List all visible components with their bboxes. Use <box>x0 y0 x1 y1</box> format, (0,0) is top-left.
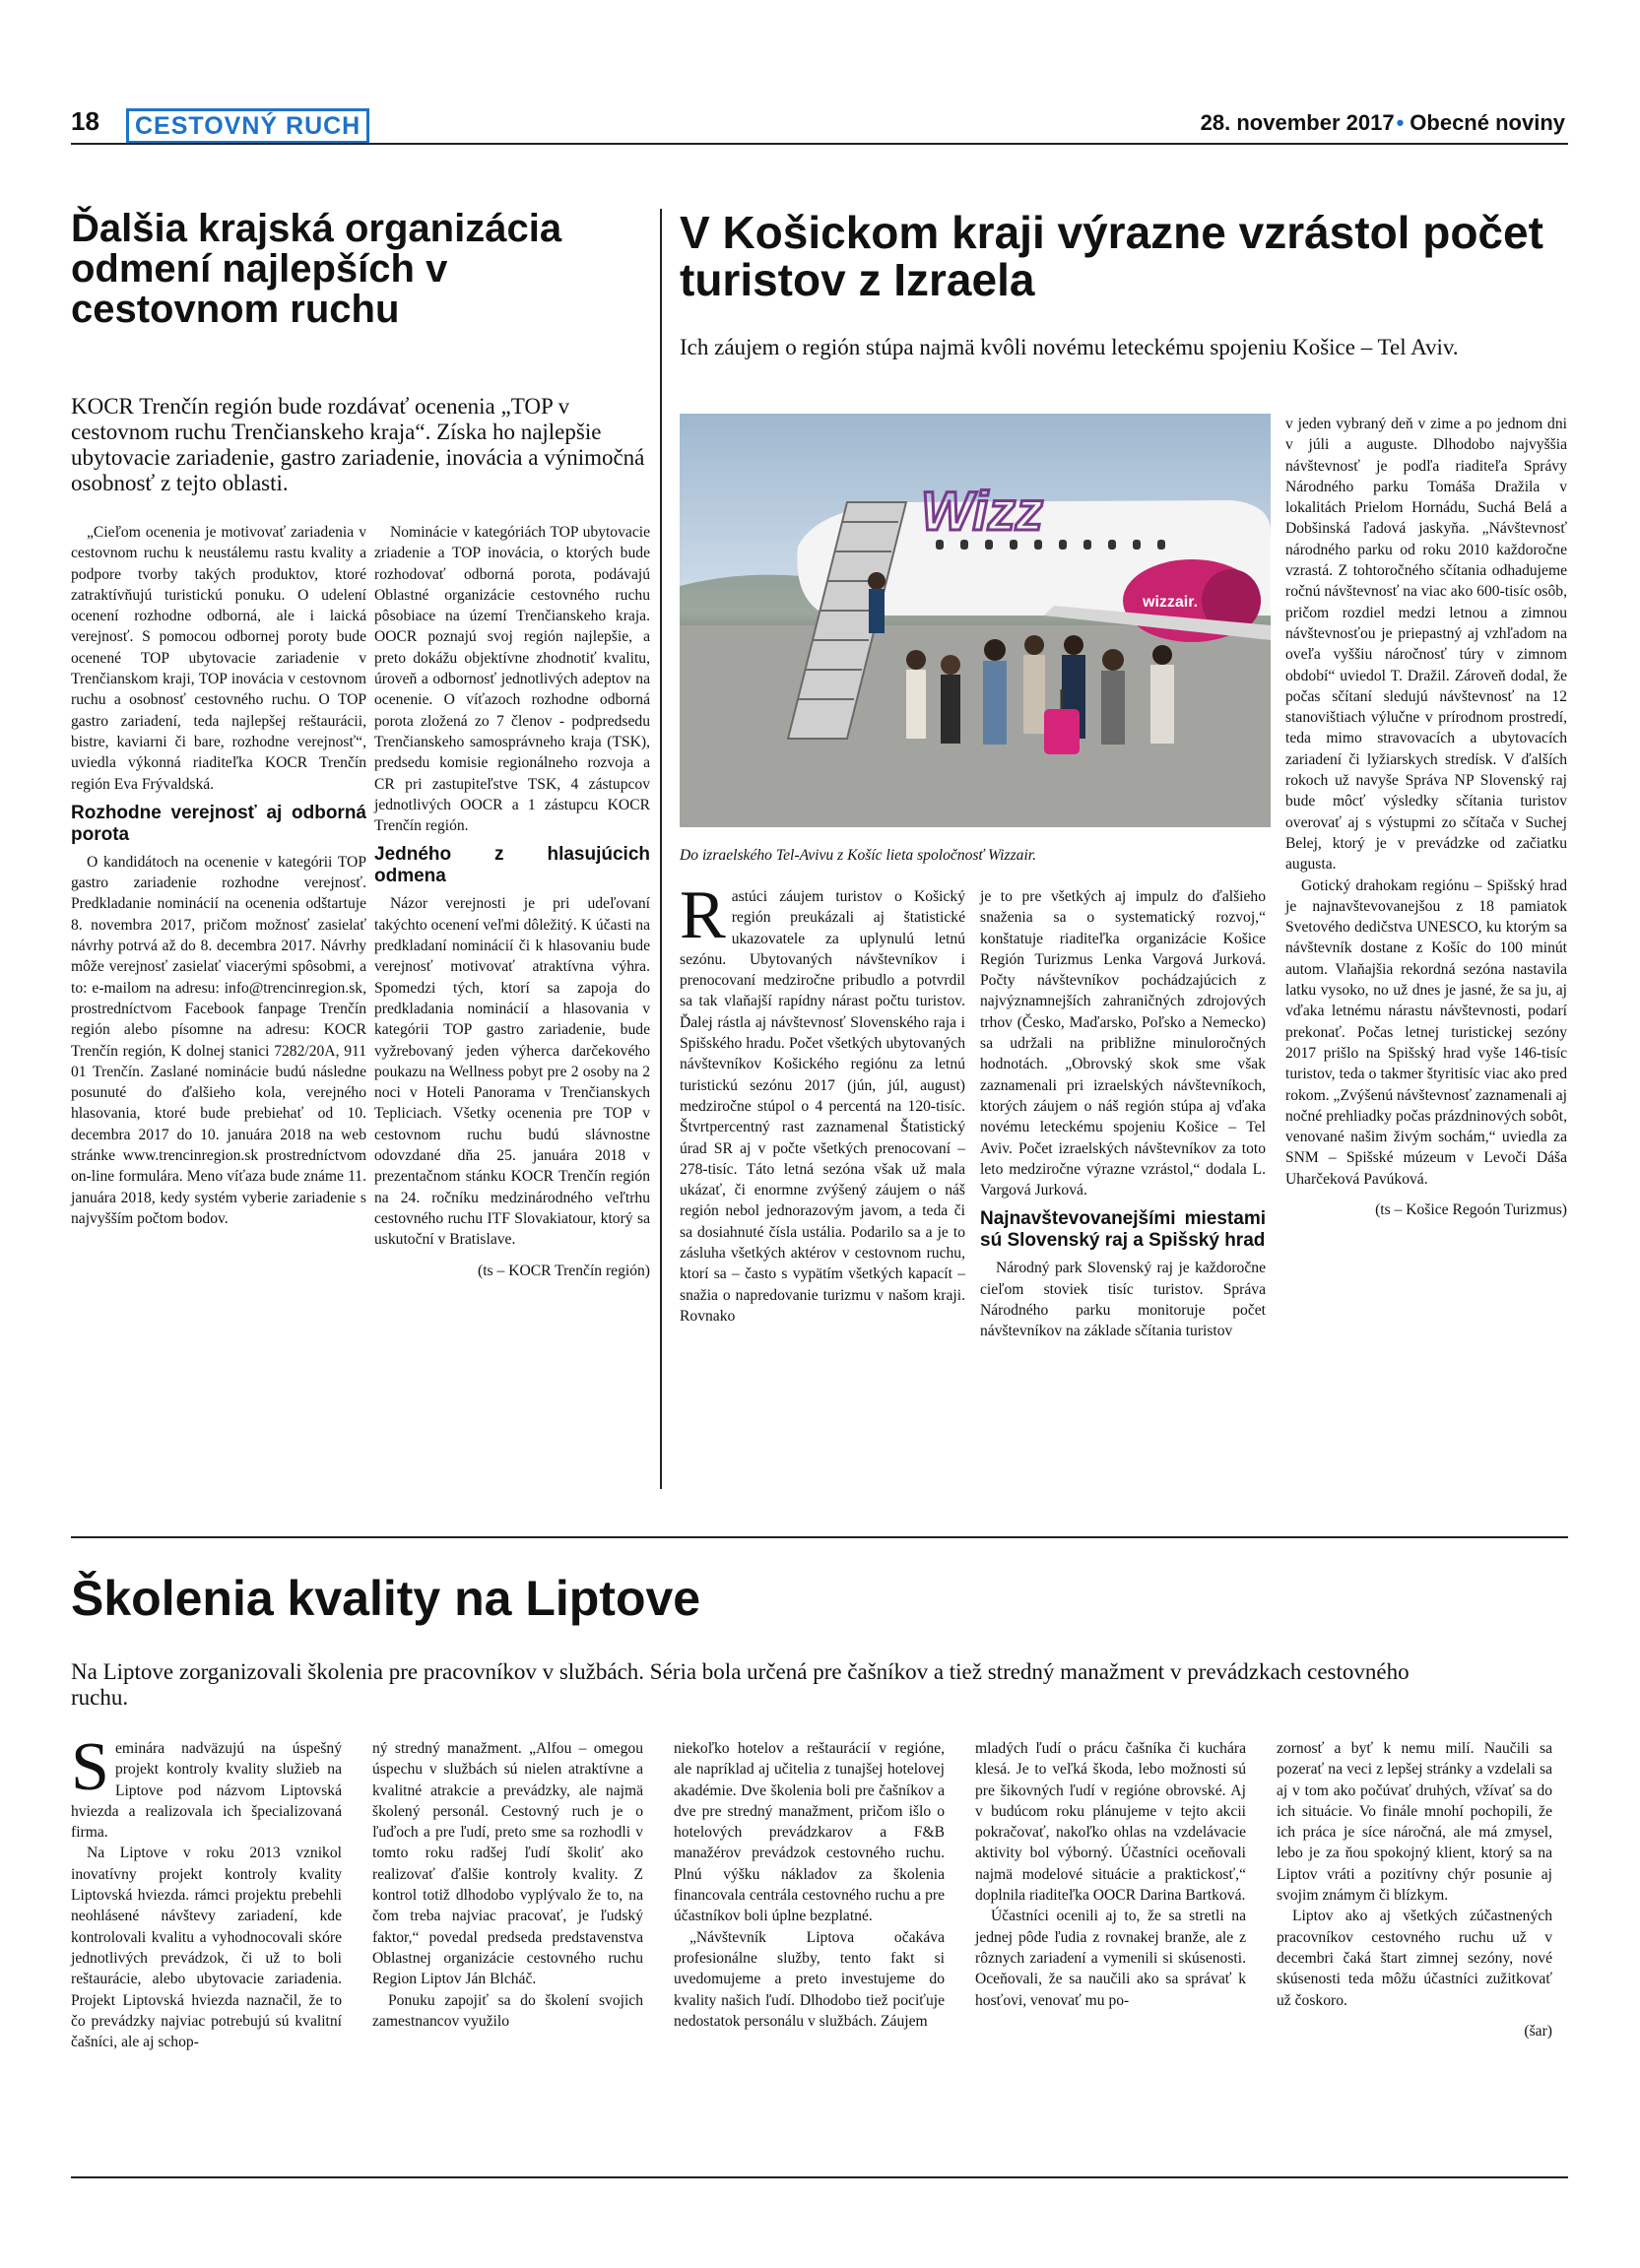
article1-lead: KOCR Trenčín región bude rozdávať ocenenia „TOP v cestovnom ruchu Trenčianskeho kraja“. Získa ho najlepšie ubytovacie zariadenie, gastro zariadenie, inovácia a výnimočná osobnosť z tejto oblasti. <box>71 394 645 495</box>
section-label: CESTOVNÝ RUCH <box>126 108 369 144</box>
header-rule <box>71 143 1568 145</box>
article3-col1-p2: Na Liptove v roku 2013 vznikol inovatívny projekt kontroly kvality Liptovská hviezda. rámci projektu prebehli neohlásené návštevy zariadení, kde kontrolovali kvalitu a vyhodnocovali skóre jednotlivých prevádzok, či už to boli reštaurácie, alebo ubytovacie zariadenia. Projekt Liptovská hviezda naznačil, že to čo prevádzky najviac potrebujú sú kvalitní čašníci, ale aj schop- <box>71 1845 342 2051</box>
article3-col3 <box>674 1738 945 2032</box>
column-divider-main <box>660 209 662 1489</box>
airplane-photo-illustration <box>680 414 1271 827</box>
article2-col3 <box>1285 414 1567 1220</box>
article3-col1 <box>71 1729 342 2052</box>
article1-subhead1: Rozhodne verejnosť aj odborná porota <box>71 802 366 845</box>
article1-col2-p2: Názor verejnosti je pri udeľovaní takýchto ocenení veľmi dôležitý. K účasti na predkladaní nominácií či k hlasovaniu bude verejnosť motivovať atraktívna výhra. Spomedzi tých, ktorí sa zapoja do predkladania nominácií a hlasovania v kategórii TOP gastro zariadenie, bude vyžrebovaný jeden výherca darčekového poukazu na Wellness pobyt pre 2 osoby na 2 noci v Hoteli Panorama v Trenčianskych Tepliciach. Všetky ocenenia pre TOP v cestovnom ruchu budú slávnostne odovzdané dňa 25. januára 2018 v prezentačnom stánku KOCR Trenčín región na 24. ročníku medzinárodného veľtrhu cestovného ruchu ITF Slovakiatour, ktorý sa uskutoční v Bratislave. <box>374 895 650 1249</box>
article2-lead: Ich záujem o región stúpa najmä kvôli novému leteckému spojeniu Košice – Tel Aviv. <box>680 335 1459 359</box>
article1-title: Ďalšia krajská organizácia odmení najlepších v cestovnom ruchu <box>71 207 562 331</box>
article2-col2-p1: je to pre všetkých aj impulz do ďalšieho snaženia sa o systematický rozvoj,“ konštatuje riaditeľka organizácie Košice Región Turizmus Lenka Vargová Jurková. Počty návštevníkov pochádzajúcich z najvýznamnejších zahraničných zdrojových trhov (Česko, Maďarsko, Poľsko a Nemecko) sa udržali na približne minuloročných hodnotách. „Obrovský skok sme však zaznamenali pri izraelských návštevníkoch, ktorých záujem o náš región stúpa aj vďaka novému leteckému spojeniu Košice – Tel Aviv. Počet izraelských návštevníkov za toto leto medziročne výrazne vzrástol,“ dodala L. Vargová Jurková. <box>980 888 1266 1199</box>
article3-col1-p1: Seminára nadväzujú na úspešný projekt kontroly kvality služieb na Liptove pod názvom Liptovská hviezda a realizovala ich špecializovaná firma. <box>71 1729 342 1842</box>
article3-lead: Na Liptove zorganizovali školenia pre pracovníkov v službách. Séria bola určená pre čašníkov a tiež stredný manažment v prevádzkach cestovného ruchu. <box>71 1659 1410 1710</box>
article2-title: V Košickom kraji výrazne vzrástol počet turistov z Izraela <box>680 207 1543 305</box>
header-bullet: • <box>1396 110 1405 135</box>
article1-credit: (ts – KOCR Trenčín región) <box>478 1262 650 1279</box>
article3-col4 <box>975 1738 1246 2011</box>
article3-col4-p2: Účastníci ocenili aj to, že sa stretli na jednej pôde ľudia z rovnakej branže, ale z rôznych zariadení a vymenili si skúsenosti. Oceňovali, že sa naučili ako sa správať k hosťovi, venovať mu po- <box>975 1908 1246 2009</box>
footer-rule <box>71 2176 1568 2178</box>
article2-subhead: Najnavštevovanejšími miestami sú Slovenský raj a Spišský hrad <box>980 1208 1266 1252</box>
article2-col1 <box>680 877 965 1327</box>
article3-col3-p2: „Návštevník Liptova očakáva profesionálne služby, tento fakt si uvedomujeme a preto investujeme do kvality našich ľudí. Dlhodobo tiež pociťuje nedostatok personálu v službách. Záujem <box>674 1928 945 2030</box>
section-divider <box>71 1536 1568 1538</box>
article3-credit: (šar) <box>1524 2022 1552 2040</box>
article3-col5-p2: Liptov ako aj všetkých zúčastnených pracovníkov cestovného ruchu už v decembri čaká štart zimnej sezóny, nové skúsenosti teda môžu účastníci zužitkovať už čoskoro. <box>1277 1908 1552 2009</box>
article3-col5-p1: zornosť a byť k nemu milí. Naučili sa pozerať na veci z lepšej stránky a vzdelali sa aj v tom ako počúvať druhých, vžívať sa do ich situácie. Vo finále mnohí pochopili, že ich práca je síce náročná, ale má zmysel, lebo je za ňou spokojný klient, ktorý sa na Liptov vráti a pozitívny chýr posunie aj svojim známym či blízkym. <box>1277 1740 1552 1905</box>
article3-title: Školenia kvality na Liptove <box>71 1571 701 1626</box>
article2-col3-p2: Gotický drahokam regiónu – Spišský hrad je najnavštevovanejšou z 18 pamiatok Svetového dedičstva UNESCO, ku ktorým sa návštevník dostane z Košíc do 100 minút autom. Vlaňajšia rekordná sezóna nastavila latku vysoko, no už dnes je jasné, že sa ju, aj vďaka letnému nárastu návštevnosti, podarí prekonať. Počas letnej turistickej sezóny 2017 prišlo na Spišský hrad vyše 146-tisíc turistov, teda o takmer štyritisíc viac ako pred rokom. „Zvýšenú návštevnosť zaznamenali aj nočné prehliadky počas prázdninových sobôt, venované našim živým sochám,“ uviedla za SNM – Spišské múzeum v Levoči Dáša Uharčeková Pavúková. <box>1285 876 1567 1188</box>
svg-text:Wizz: Wizz <box>921 480 1043 542</box>
article2-col2 <box>980 886 1266 1342</box>
article1-col1 <box>71 522 366 1229</box>
article2-photo <box>680 414 1271 827</box>
article3-col2-p2: Ponuku zapojiť sa do školení svojich zamestnancov využilo <box>372 1991 643 2030</box>
article1-subhead2: Jedného z hlasujúcich odmena <box>374 844 650 887</box>
article2-col2-p2: Národný park Slovenský raj je každoročne cieľom stoviek tisíc turistov. Správa Národného parku monitoruje počet návštevníkov na základe sčítania turistov <box>980 1260 1266 1340</box>
article3-col2-p1: ný stredný manažment. „Alfou – omegou úspechu v službách sú nielen atraktívne a kvalitné atrakcie a prevádzky, ale najmä školený personál. Cestovný ruch je o ľuďoch a pre ľudí, preto sme sa rozhodli v tomto roku radšej ľudí školiť ako realizovať ďalšie kontroly kvality. Z kontrol totiž dlhodobo vyplývalo že to, na čom treba najviac pracovať, je ľudský faktor,“ povedal predseda predstavenstva Oblastnej organizácie cestovného ruchu Region Liptov Ján Blcháč. <box>372 1740 643 1988</box>
article1-col2-p1: Nominácie v kategóriách TOP ubytovacie zriadenie a TOP inovácia, o ktorých bude rozhodovať odborná porota, podávajú Oblastné organizácie cestovného ruchu pôsobiace na území Trenčianskeho kraja. OOCR poznajú svoj región najlepšie, a preto dokážu objektívne zhodnotiť kvalitu, úroveň a odbornosť jednotlivých adeptov na ocenenie. O víťazoch rozhodne odborná porota zložená zo 7 členov - podpredsedu Trenčianskeho samosprávneho kraja (TSK), predsedu komisie regionálneho rozvoja a CR pri zastupiteľstve TSK, 4 zástupcov jednotlivých OOCR a 1 zástupcu KOCR Trenčín región. <box>374 524 650 835</box>
article1-col1-p2: O kandidátoch na ocenenie v kategórii TOP gastro zariadenie rozhodne verejnosť. Predkladanie nominácií na ocenenia odštartuje 8. novembra 2017, pričom možnosť zasielať návrhy potrvá až do 8. decembra 2017. Návrhy môže verejnosť zasielať viacerými spôsobmi, a to: e-mailom na adresu: info@trencinregion.sk, prostredníctvom Facebook fanpage Trenčín región alebo písomne na adresu: KOCR Trenčín región, K dolnej stanici 7282/20A, 911 01 Trenčín. Zaslané nominácie budú následne posunuté do ďalšieho kola, verejného hlasovania, ktoré bude prebiehať od 10. decembra 2017 do 10. januára 2018 na web stránke www.trencinregion.sk prostredníctvom on-line formulára. Meno víťaza bude známe 11. januára 2018, kedy systém vyberie zariadenie s najvyšším počtom bodov. <box>71 853 366 1227</box>
article2-credit: (ts – Košice Regoón Turizmus) <box>1375 1200 1567 1218</box>
article2-photo-caption: Do izraelského Tel-Avivu z Košíc lieta spoločnosť Wizzair. <box>680 847 1037 864</box>
article2-col1-p1: Rastúci záujem turistov o Košický región preukázali aj štatistické ukazovatele za uplynulú letnú sezónu. Ubytovaných návštevníkov i prenocovaní medziročne pribudlo a potvrdil sa tak vlaňajší rapídny nárast počtu turistov. Ďalej rástla aj návštevnosť Slovenského raja i Spišského hradu. Počet všetkých ubytovaných návštevníkov Košického regiónu za letnú turistickú sezónu 2017 (jún, júl, august) medziročne stúpol o 4 percentá na 120-tisíc. Štvrtpercentný rast zaznamenal Štatistický úrad SR aj v počte všetkých prenocovaní – 278-tisíc. Táto letná sezóna však už mala ukázať, či enormne zvýšený záujem o náš región nebol jednorazovým javom, a teda či sa dosiahnuté čísla ustália. Podarilo sa a je to zásluha všetkých aktérov v cestovnom ruchu, ktorí sa – často s vypätím všetkých kapacít – snažia o napredovanie turizmu v našom kraji. Rovnako <box>680 877 965 1325</box>
article3-dropcap: S <box>71 1729 109 1805</box>
article1-col1-p1: „Cieľom ocenenia je motivovať zariadenia v cestovnom ruchu k neustálemu rastu kvality a podpore tvorby takých produktov, ktoré zatraktívňujú turistickú ponuku. O udelení ocenení rozhodne odborná, ale i laická verejnosť. S pomocou odbornej poroty bude ocenené TOP ubytovacie zariadenie v Trenčianskom kraji, TOP inovácia v cestovnom ruchu a osobnosť cestovného ruchu. O TOP gastro zariadení, teda najlepšej reštaurácii, bistre, kaviarni či bare, rozhodne verejnosť“, uviedla výkonná riaditeľka KOCR Trenčín región Eva Frývaldská. <box>71 524 366 793</box>
article2-dropcap: R <box>680 877 726 953</box>
article1-col2 <box>374 522 650 1281</box>
plane-brand-text: wizzair. <box>1143 594 1199 611</box>
article3-col4-p1: mladých ľudí o prácu čašníka či kuchára klesá. Je to veľká škoda, lebo možnosti sú pre šikovných ľudí v regióne obrovské. Aj v budúcom roku plánujeme v tejto akcii pokračovať, nakoľko ohlas na vzdelávacie aktivity bol výborný. Účastníci oceňovali najmä modelové situácie a praktickosť,“ doplnila riaditeľka OOCR Darina Bartková. <box>975 1740 1246 1905</box>
header-right <box>1201 110 1565 136</box>
article2-col3-p1: v jeden vybraný deň v zime a po jednom dni v júli a auguste. Dlhodobo najvyššia návštevnosť je podľa riaditeľa Správy Národného parku Tomáša Dražila v lokalitách Prielom Hornádu, Suchá Belá a Dobšinská ľadová jaskyňa. „Návštevnosť národného parku od roku 2010 každoročne vzrastá. Z tohtoročného sčítania odhadujeme ročnú návštevnosť na viac ako 600-tisíc osôb, pričom rozdiel medzi letnou a zimnou návštevnosťou je priepastný aj vzhľadom na oveľa vyššiu náročnosť túry v zimnom období“ uviedol T. Dražil. Zároveň dodal, že počas sčítaní sledujú návštevnosť na 12 stanovištiach výlučne v prírodnom prostredí, teda mimo stravovacích a ubytovacích zariadení či lyžiarskych stredísk. V ďalších rokoch už navyše Správa NP Slovenský raj bude môcť výsledky sčítania turistov overovať aj s výstupmi zo sčítača v Suchej Belej, ktorý je v prevádzke od začiatku augusta. <box>1285 416 1567 874</box>
article3-col3-p1: niekoľko hotelov a reštaurácií v regióne, ale napríklad aj učitelia z tunajšej hotelovej akadémie. Dve školenia boli pre čašníkov a dve pre stredný manažment, pričom išlo o hotelových prevádzkarov a F&B manažérov prevádzok cestovného ruchu. Plnú výšku nákladov za školenia financovala centrála cestovného ruchu a pre účastníkov boli úplne bezplatné. <box>674 1740 945 1925</box>
issue-date: 28. november 2017 <box>1200 110 1395 135</box>
publication-name: Obecné noviny <box>1410 110 1565 135</box>
article3-col2 <box>372 1738 643 2032</box>
article3-col5 <box>1277 1738 1552 2041</box>
page-number: 18 <box>71 106 99 136</box>
